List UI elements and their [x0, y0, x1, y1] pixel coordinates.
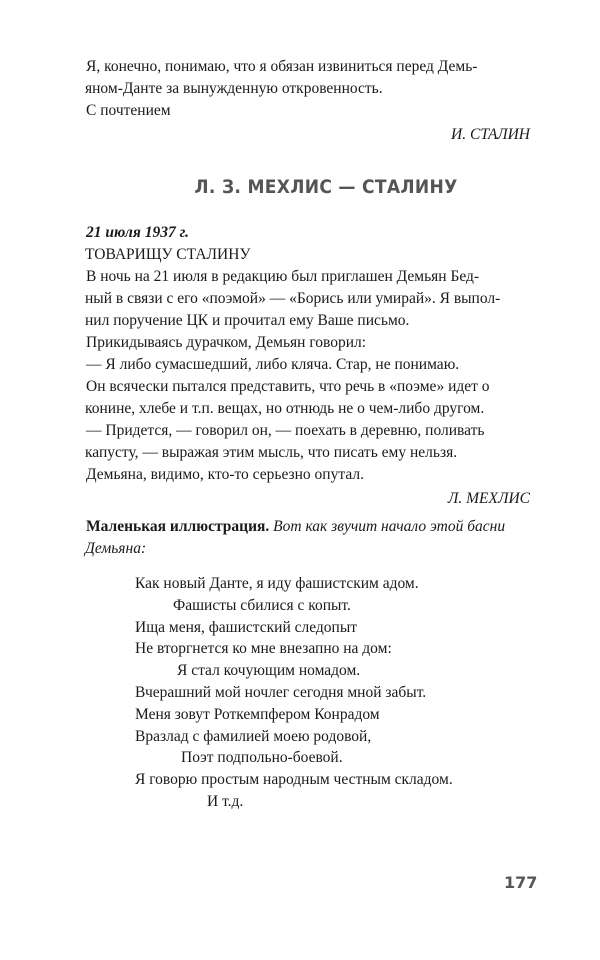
apology-line-1: Я, конечно, понимаю, что я обязан извиниться перед Демь-: [86, 58, 478, 75]
illustration-text-2: Демьяна:: [85, 540, 147, 557]
letter-line: Он всячески пытался представить, что речь в «поэме» идет о: [86, 378, 490, 395]
poem-line: Вчерашний мой ночлег сегодня мной забыт.: [135, 683, 427, 701]
poem-line: Не вторгнется ко мне внезапно на дом:: [135, 640, 392, 658]
section-heading-wrap: [86, 176, 566, 198]
illustration-text: Вот как звучит начало этой басни: [273, 518, 506, 535]
poem-line: Вразлад с фамилией моею родовой,: [135, 727, 372, 745]
letter-line: капусту, — выражая этим мысль, что писать ему нельзя.: [85, 444, 458, 461]
page-content: [86, 56, 530, 146]
poem-line: И т.д.: [207, 792, 244, 810]
illustration-label: Маленькая иллюстрация.: [86, 518, 270, 535]
letter-line: Прикидываясь дурачком, Демьян говорил:: [86, 334, 367, 351]
letter-line: — Я либо сумасшедший, либо кляча. Стар, не понимаю.: [86, 356, 460, 373]
letter-line: нил поручение ЦК и прочитал ему Ваше письмо.: [85, 312, 410, 329]
closing-text: С почтением: [86, 102, 171, 119]
poem-line: Я говорю простым народным честным складом.: [135, 771, 453, 789]
apology-line-2: яном-Данте за вынужденную откровенность.: [85, 80, 383, 97]
poem-line: Я стал кочующим номадом.: [177, 662, 361, 680]
letter-line: В ночь на 21 июля в редакцию был приглашен Демьян Бед-: [86, 268, 480, 285]
poem-line: Ища меня, фашистский следопыт: [135, 618, 358, 636]
letter-body: [86, 222, 530, 510]
page-number: 177: [504, 873, 538, 892]
letter-line: Демьяна, видимо, кто-то серьезно опутал.: [86, 466, 364, 483]
letter-line: ный в связи с его «поэмой» — «Борись или умирай». Я выпол-: [85, 290, 501, 307]
illustration-intro: [86, 516, 530, 560]
letter-date: 21 июля 1937 г.: [86, 224, 190, 241]
section-heading: Л. З. МЕХЛИС — СТАЛИНУ: [194, 176, 458, 198]
letter-line: конине, хлебе и т.п. вещах, но отнюдь не о чем-либо другом.: [85, 400, 485, 417]
poem: [135, 573, 535, 813]
poem-line: Меня зовут Роткемпфером Конрадом: [135, 705, 380, 723]
letter-line: — Придется, — говорил он, — поехать в деревню, поливать: [86, 422, 485, 439]
poem-line: Поэт подпольно-боевой.: [181, 749, 343, 767]
poem-line: Как новый Данте, я иду фашистским адом.: [135, 575, 419, 592]
letter-addressee: ТОВАРИЩУ СТАЛИНУ: [85, 246, 251, 263]
poem-line: Фашисты сбилися с копыт.: [173, 596, 351, 614]
mekhlis-signature: Л. МЕХЛИС: [447, 490, 530, 507]
stalin-signature: И. СТАЛИН: [451, 126, 530, 143]
